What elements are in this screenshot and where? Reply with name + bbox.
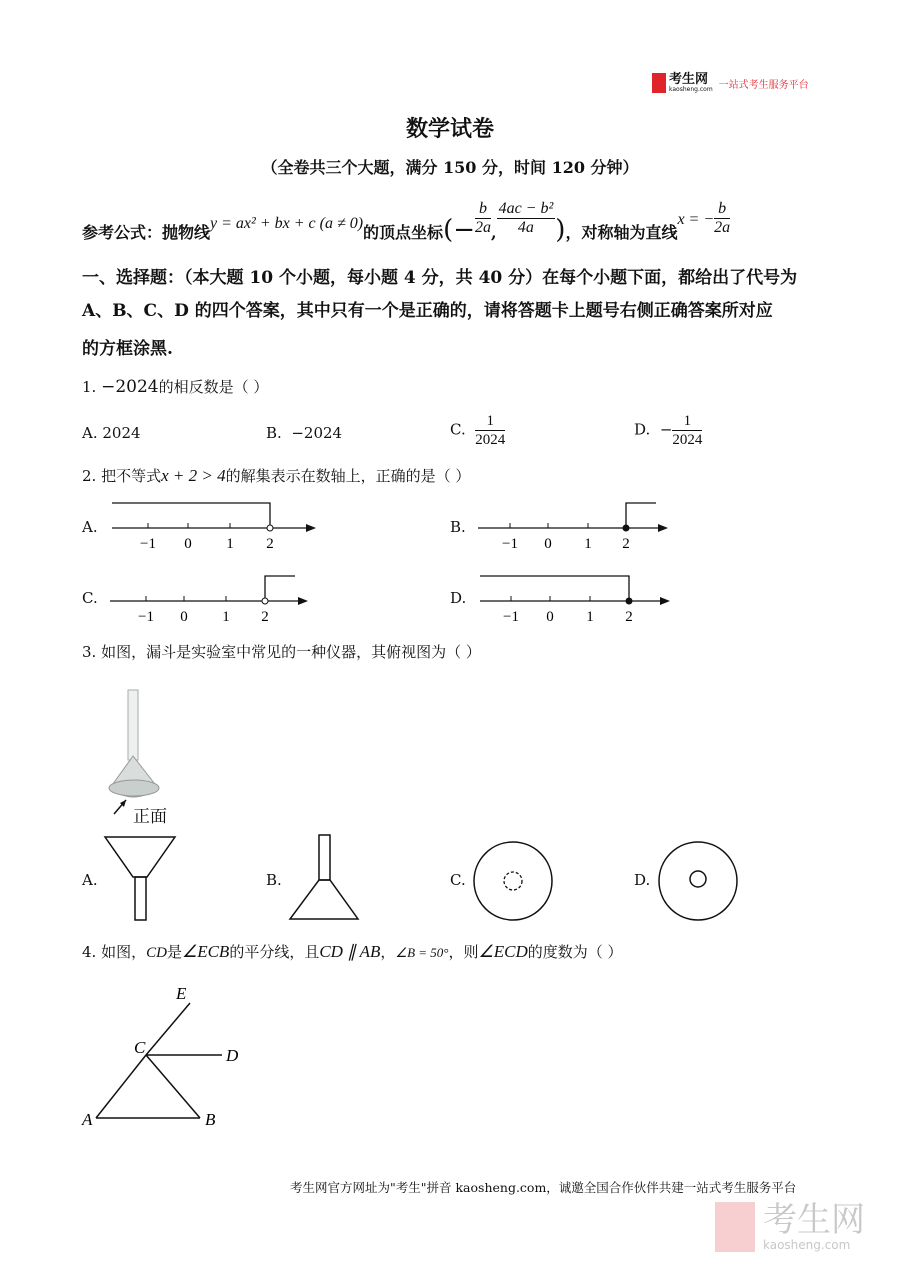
front-label: 正面 [133,807,167,827]
parabola-expr: y = ax² + bx + c (a ≠ 0) [210,215,364,232]
tick-label: 1 [584,536,592,552]
q1-d-sign: − [659,420,673,439]
tick-label: −1 [140,536,156,552]
q4-angle: ∠ECB [181,942,230,961]
logo-domain: kaosheng.com [669,86,713,93]
section1-line3: 的方框涂黑. [82,339,173,359]
formula-label: 参考公式：抛物线 [82,223,211,242]
q4-ecd: ∠ECD [478,942,528,961]
vx-num: b [475,200,491,219]
q2-option-d: D. [450,589,467,607]
q4-t4: ，则 [448,943,479,961]
q4-t1: 是 [166,943,182,961]
tick-label: −1 [503,609,519,625]
ax-den: 2a [714,219,731,236]
tick-label: 2 [261,609,269,625]
q3-option-b: B. [266,871,282,889]
axis-label: ，对称轴为直线 [565,223,678,242]
tick-label: 0 [546,609,554,625]
q4-cd: CD [146,945,167,961]
q1-c-num: 1 [475,412,505,431]
axis-lhs: x = − [677,211,715,228]
q1-text: 的相反数是（ ） [158,378,269,396]
q3-option-c: C. [450,871,466,889]
q1-c-label: C. [450,420,466,439]
vy-den: 4a [517,219,534,236]
q2-option-a: A. [82,518,98,536]
tick-label: 1 [586,609,594,625]
tick-label: 0 [180,609,188,625]
watermark-mark-icon [715,1202,755,1252]
q1-expr: −2024 [101,377,159,397]
q4-num: 4. 如图， [82,943,147,961]
point-b-label: B [205,1110,216,1129]
watermark-logo [715,1202,865,1252]
section1-line1: 一、选择题：（本大题 10 个小题，每小题 4 分，共 40 分）在每个小题下面，都给出了代号为 [82,268,798,288]
q4-t5: 的度数为（ ） [527,943,623,961]
vx-den: 2a [475,219,491,236]
tick-label: 2 [266,536,274,552]
section1-line2: A、B、C、D 的四个答案，其中只有一个是正确的，请将答题卡上题号右侧正确答案所对应 [82,301,773,321]
tick-label: −1 [138,609,154,625]
q1-d-num: 1 [672,412,702,431]
point-a-label: A [82,1110,93,1129]
q3-option-d: D. [634,871,651,889]
tick-label: 1 [226,536,234,552]
watermark-domain: kaosheng.com [763,1238,851,1252]
tick-label: 2 [625,609,633,625]
tick-label: 0 [184,536,192,552]
q1-d-label: D. [634,420,651,439]
page-title: 数学试卷 [405,116,494,142]
vertex-close: ) [555,215,566,245]
q2-expr: x + 2 > 4 [161,466,226,485]
point-e-label: E [176,984,187,1003]
q2-text2: 的解集表示在数轴上，正确的是（ ） [225,467,471,485]
point-c-label: C [134,1038,146,1057]
footer-text: 考生网官方网址为"考生"拼音 kaosheng.com，诚邀全国合作伙伴共建一站式考生服务平台 [290,1180,797,1195]
page-subtitle: （全卷共三个大题，满分 150 分，时间 120 分钟） [261,158,639,177]
watermark-text: 考生网 [763,1200,865,1240]
point-d-label: D [226,1046,239,1065]
tick-label: 0 [544,536,552,552]
ax-num: b [714,200,730,219]
tick-label: −1 [502,536,518,552]
vertex-label: 的顶点坐标 [363,223,444,242]
logo-slogan: 一站式考生服务平台 [718,79,809,91]
tick-label: 1 [222,609,230,625]
q4-parallel: CD ∥ AB [319,942,381,961]
vertex-open: (− [443,215,475,245]
vy-num: 4ac − b² [498,200,554,217]
q1-b-value: −2024 [291,424,343,442]
tick-label: 2 [622,536,630,552]
reference-formula: 参考公式：抛物线y = ax² + bx + c (a ≠ 0)的顶点坐标(− $\frac{b}{2a}$ , $\frac{\text{4ac − b²}}{4a}$ )，对称轴为直线x = − $\frac{b}{2a}$ [82,200,731,245]
q4-angle-b: ∠B = 50° [395,945,449,960]
q1-d-den: 2024 [672,432,703,448]
q4-t3: ， [380,943,396,961]
q2-option-b: B. [450,518,466,536]
question-3: 3. 如图，漏斗是实验室中常见的一种仪器，其俯视图为（ ） [82,643,481,661]
q1-c-den: 2024 [475,432,506,448]
q4-t2: 的平分线，且 [229,943,320,961]
q2-text: 2. 把不等式 [82,467,162,485]
q1-option-a: A. 2024 [82,424,141,442]
q3-option-a: A. [82,871,98,889]
q1-num: 1. [82,378,97,396]
logo-text: 考生网 [669,72,709,87]
q2-option-c: C. [82,589,98,607]
q1-b-label: B. [266,424,282,442]
